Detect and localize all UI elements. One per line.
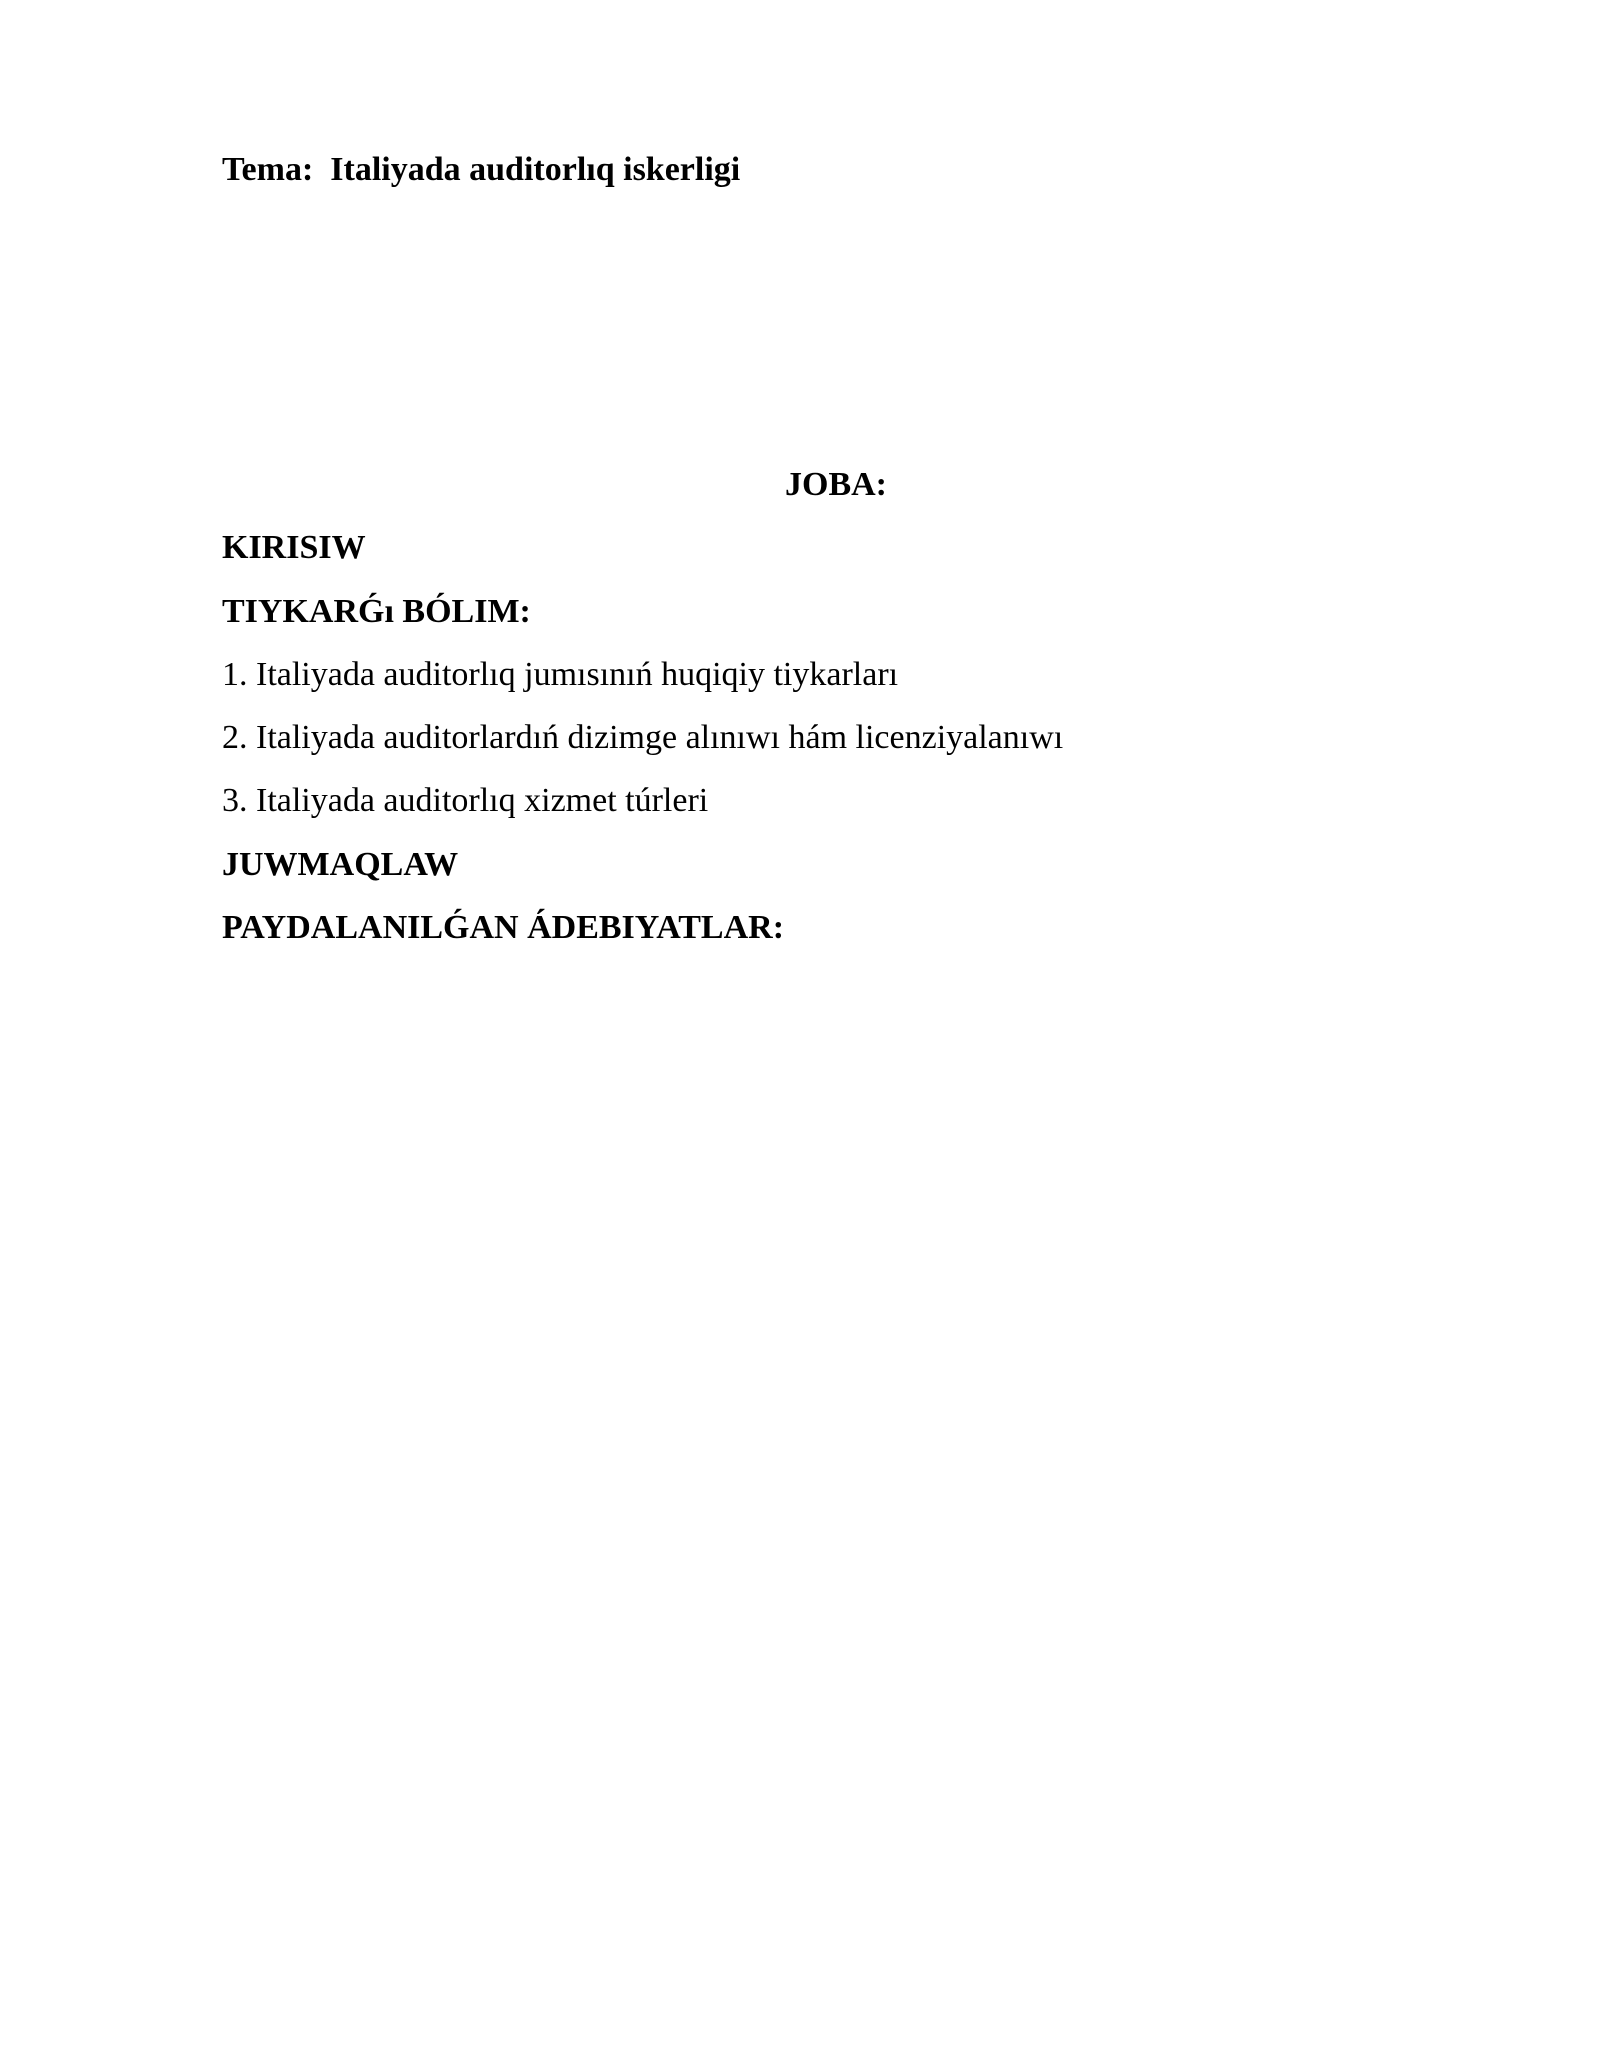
plan-item-1: 1. Italiyada auditorlıq jumısınıń huqiqiy tiykarları [222,656,899,693]
references-heading: PAYDALANILǴAN ÁDEBIYATLAR: [222,909,785,946]
introduction-heading: KIRISIW [222,529,366,566]
plan-item-2: 2. Italiyada auditorlardıń dizimge alınıwı hám licenziyalanıwı [222,719,1064,756]
conclusion-heading: JUWMAQLAW [222,846,459,883]
document-title: Tema: Italiyada auditorlıq iskerligi [222,151,741,188]
plan-item-3: 3. Italiyada auditorlıq xizmet túrleri [222,782,709,819]
main-part-heading: TIYKARǴı BÓLIM: [222,593,531,630]
plan-heading: JOBA: [785,466,887,503]
